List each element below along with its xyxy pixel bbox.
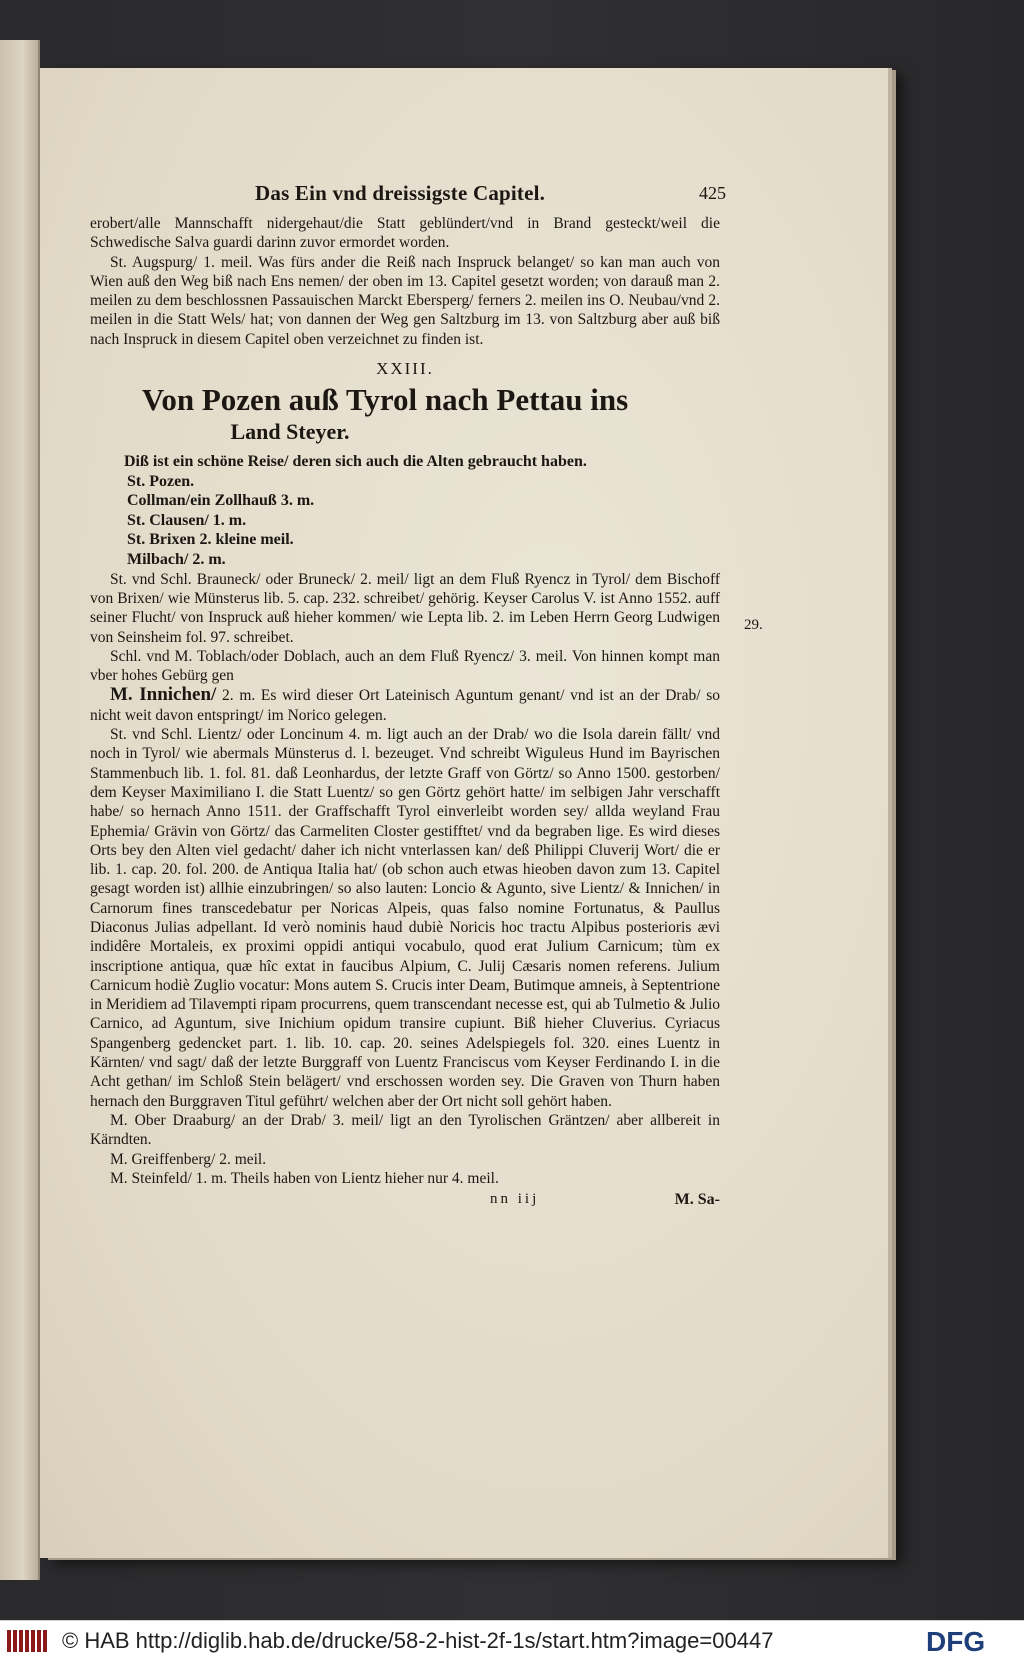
oberdraaburg-paragraph: M. Ober Draaburg/ an der Drab/ 3. meil/ ligt an den Tyrolischen Gräntzen/ aber allbereit in Kärndten. — [90, 1111, 720, 1149]
section-number: XXIII. — [376, 359, 434, 379]
opening-paragraph: erobert/alle Mannschafft nidergehaut/die Statt geblündert/vnd in Brand gesteckt/weil die Schwedische Salva guardi darinn zuvor ermordet worden. — [90, 215, 720, 252]
steinfeld-entry: M. Steinfeld/ 1. m. Theils haben von Lientz hieher nur 4. meil. — [110, 1169, 499, 1187]
left-page-stack — [0, 40, 40, 1580]
catchword: M. Sa- — [674, 1191, 720, 1209]
signature-mark: nn iij — [490, 1191, 540, 1208]
credit-link[interactable]: © HAB http://diglib.hab.de/drucke/58-2-hist-2f-1s/start.htm?image=00447 — [62, 1627, 774, 1653]
dfg-logo-icon — [924, 1627, 1014, 1655]
page-number: 425 — [699, 183, 726, 203]
intro-line: Diß ist ein schöne Reise/ deren sich auch die Alten gebraucht haben. — [124, 453, 587, 471]
route-list — [90, 472, 720, 570]
credit-bar — [0, 1620, 1024, 1660]
page-content — [90, 180, 726, 1212]
toblach-paragraph: Schl. vnd M. Toblach/oder Doblach, auch an dem Fluß Ryencz/ 3. meil. Von hinnen kompt man vber hohes Gebürg gen — [90, 647, 720, 685]
section-subtitle: Land Steyer. — [230, 419, 350, 445]
dfg-logo-text: DFG — [926, 1627, 986, 1655]
innichen-text: 2. m. Es wird dieser Ort Lateinisch Aguntum genant/ vnd ist an der Drab/ so nicht weit davon entspringt/ im Norico gelegen. — [90, 687, 720, 724]
page-header — [90, 180, 726, 214]
route-entry: Collman/ein Zollhauß 3. m. — [127, 492, 315, 510]
brauneck-paragraph: St. vnd Schl. Brauneck/ oder Bruneck/ 2. meil/ ligt an dem Fluß Ryencz in Tyrol/ dem Bischoff von Brixen/ wie Münsterus lib. 5. cap. 232. schreibet/ gehörig. Keyser Carolus V. ist Anno 1552. auff seiner Flucht/ von Inspruck auß hieher kommen/ wie Lepta lib. 2. im Leben Herrn Georg Ludwigen von Seinsheim fol. 97. schreibet. — [90, 570, 720, 646]
greiffenberg-entry: M. Greiffenberg/ 2. meil. — [110, 1150, 267, 1168]
innichen-paragraph — [90, 685, 720, 725]
page-footer — [90, 1190, 720, 1212]
lientz-paragraph: St. vnd Schl. Lientz/ oder Loncinum 4. m. ligt auch an der Drab/ wo die Isola darein fällt/ vnd noch in Tyrol/ wie abermals Münsterus d. l. bezeuget. Vnd schreibt Wiguleus Hund im Bayrischen Stammenbuch lib. 1. fol. 81. daß Leonhardus, der letzte Graff von Görtz/ so Anno 1500. gestorben/ dem Keyser Maximiliano I. die Statt Luentz/ so gen Görtz gehört hatte/ im selbigen Jahr verschafft habe/ so hernach Anno 1511. der Graffschafft Tyrol einverleibt worden sey/ allda weyland Frau Ephemia/ Grävin von Görtz/ das Carmeliten Closter gestifftet/ vnd da begraben lige. Es wird dieses Orts bey den Alten viel gedacht/ daher ich nicht vnterlassen kan/ deß Philippi Cluverij Wort/ die er lib. 1. cap. 20. fol. 200. de Antiqua Italia hat/ (ob schon auch etwas hieoben davon zum 13. Capitel gesagt worden ist) allhie einzubringen/ so also lauten: Loncio & Agunto, sive Lientz/ & Innichen/ in Carnorum fines transcedebatur per Noricas Alpeis, quas falso nomine Fortunatus, & Paullus Diaconus Julias adpellant. Id verò nominis haud dubiè Noricis hoc tractu Alpibus posterioris ævi indidêre Mortaleis, ex proximi oppidi antiqui vocabulo, quod erat Julium Carnicum; tùm ex inscriptione antiqua, quæ hîc extat in faucibus Alpium, C. Julij Cæsaris nomen referens. Julium Carnicum hodiè Zuglio vocatur: Mons autem S. Crucis inter Deam, Butimque amneis, à Septentrione in Meridiem ad Tilavempti ripam procurrens, quem transcendant necesse est, qui ab Tulmetio & Julio Carnico, ad Aguntum, sive Inichium opidum transire cupiunt. Biß hieher Cluverius. Cyriacus Spangenberg gedencket part. 1. lib. 10. cap. 20. seines Adelspiegels fol. 320. eines Luentz in Kärnten/ vnd sagt/ daß der letzte Burggraff von Luentz Franciscus vom Keyser Ferdinando I. in die Acht gethan/ im Schloß Stein belägert/ vnd erschossen worden sey. Die Graven von Thurn haben hernach den Burggraven Titul geführt/ welchen aber der Ort nicht soll gehört haben. — [90, 726, 720, 1110]
margin-note: 29. — [744, 617, 763, 633]
running-head: Das Ein vnd dreissigste Capitel. — [255, 181, 546, 205]
innichen-heading: M. Innichen/ — [110, 684, 217, 706]
route-entry: St. Brixen 2. kleine meil. — [127, 531, 294, 549]
section-title: Von Pozen auß Tyrol nach Pettau ins — [141, 382, 629, 418]
route-entry: St. Clausen/ 1. m. — [127, 511, 247, 529]
route-entry: St. Pozen. — [127, 472, 195, 490]
augspurg-paragraph: St. Augspurg/ 1. meil. Was fürs ander die Reiß nach Inspruck belanget/ so kan man auch von Wien auß den Weg biß nach Ens nemen/ der oben im 13. Capitel gesetzt worden; von darauß man 2. meilen zu dem beschlossnen Passauischen Marckt Ebersperg/ ferners 2. meilen ins O. Neubau/vnd 2. meilen in die Statt Wels/ hat; von dannen der Weg gen Saltzburg im 13. von Saltzburg aber auß biß nach Inspruck in diesem Capitel oben verzeichnet zu finden ist. — [90, 253, 720, 348]
hab-logo-icon — [6, 1627, 52, 1655]
route-entry: Milbach/ 2. m. — [127, 551, 226, 569]
